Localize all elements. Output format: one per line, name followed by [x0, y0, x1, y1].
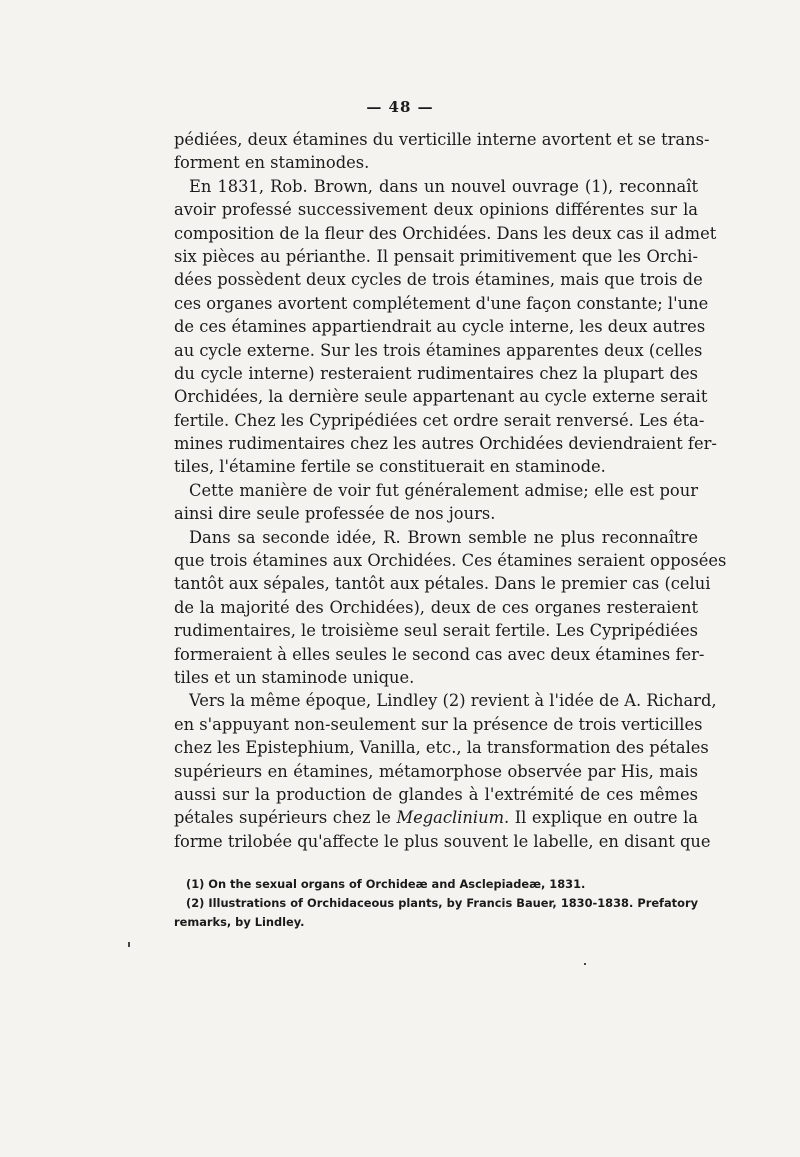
text-line: pédiées, deux étamines du verticille interne avortent et se trans-: [174, 130, 710, 149]
text-line: Dans sa seconde idée, R. Brown semble ne plus reconnaître: [189, 527, 698, 547]
text-line: tantôt aux sépales, tantôt aux pétales. Dans le premier cas (celui: [174, 574, 711, 594]
text-line: formeraient à elles seules le second cas avec deux étamines fer-: [174, 644, 705, 664]
footnote-1: (1) On the sexual organs of Orchideæ and Asclepiadeæ, 1831.: [186, 877, 586, 891]
text-line: dées possèdent deux cycles de trois étamines, mais que trois de: [174, 270, 703, 290]
text-line: tiles, l'étamine fertile se constituerait en staminode.: [174, 457, 606, 477]
text-line: du cycle interne) resteraient rudimentaires chez la plupart des: [174, 363, 698, 383]
text-line: supérieurs en étamines, métamorphose observée par His, mais: [174, 761, 698, 781]
text-line: avoir professé successivement deux opinions différentes sur la: [174, 200, 698, 220]
text-line: forme trilobée qu'affecte le plus souvent le labelle, en disant que: [174, 831, 711, 851]
footnotes: [174, 875, 698, 932]
text-line: Orchidées, la dernière seule appartenant au cycle externe serait: [174, 387, 708, 407]
text-line: tiles et un staminode unique.: [174, 667, 415, 687]
text-line: pétales supérieurs chez le Megaclinium. Il explique en outre la: [174, 808, 699, 828]
text-line: aussi sur la production de glandes à l'extrémité de ces mêmes: [174, 784, 698, 804]
text-line: ces organes avortent complétement d'une façon constante; l'une: [174, 293, 709, 313]
text-line: rudimentaires, le troisième seul serait fertile. Les Cypripédiées: [174, 621, 698, 641]
text-line: ainsi dire seule professée de nos jours.: [174, 504, 496, 524]
body-text: [174, 128, 727, 853]
text-line: mines rudimentaires chez les autres Orchidées deviendraient fer-: [174, 434, 717, 454]
text-line: au cycle externe. Sur les trois étamines apparentes deux (celles: [174, 340, 703, 360]
text-line: fertile. Chez les Cypripédiées cet ordre serait renversé. Les éta-: [174, 410, 705, 430]
footnote-2: (2) Illustrations of Orchidaceous plants, by Francis Bauer, 1830-1838. Prefatory: [186, 896, 698, 910]
text-line: En 1831, Rob. Brown, dans un nouvel ouvrage (1), reconnaît: [189, 176, 698, 196]
text-line: composition de la fleur des Orchidées. Dans les deux cas il admet: [174, 223, 717, 243]
page-number: — 48 —: [366, 98, 434, 116]
text-line: Cette manière de voir fut généralement admise; elle est pour: [189, 480, 698, 500]
footnote-2-continuation: remarks, by Lindley.: [174, 915, 305, 929]
text-line: Vers la même époque, Lindley (2) revient à l'idée de A. Richard,: [189, 691, 717, 711]
text-line: de ces étamines appartiendrait au cycle interne, les deux autres: [174, 317, 706, 337]
text-line: en s'appuyant non-seulement sur la présence de trois verticilles: [174, 714, 703, 734]
text-line: que trois étamines aux Orchidées. Ces étamines seraient opposées: [174, 551, 727, 571]
text-line: six pièces au périanthe. Il pensait primitivement que les Orchi-: [174, 246, 698, 266]
text-line: de la majorité des Orchidées), deux de ces organes resteraient: [174, 597, 698, 617]
ink-speck: [584, 963, 586, 965]
text-line: chez les Epistephium, Vanilla, etc., la transformation des pétales: [174, 738, 709, 758]
text-line: forment en staminodes.: [174, 153, 370, 173]
ink-speck: [128, 942, 130, 947]
